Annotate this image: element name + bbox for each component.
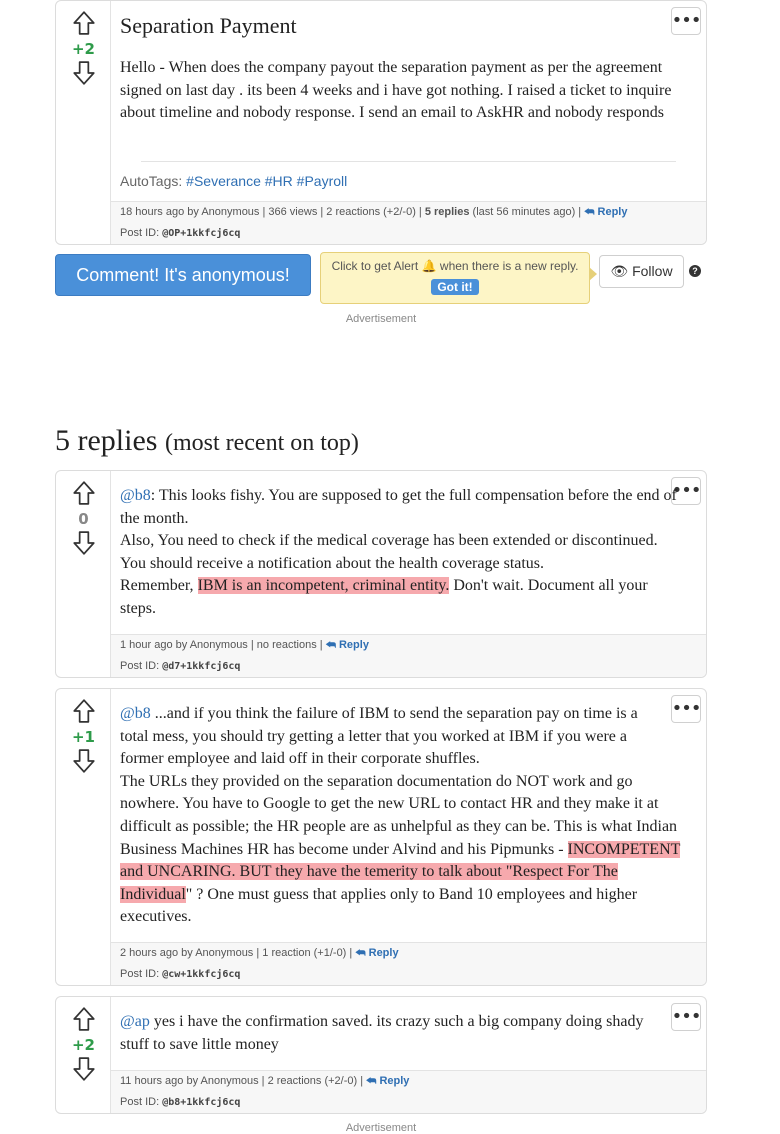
reply-meta (111, 1070, 706, 1113)
vote-column (56, 689, 111, 985)
reply-button[interactable]: ⮪ Reply (355, 947, 399, 959)
replies-heading (55, 424, 359, 458)
ellipsis-icon: ••• (671, 10, 701, 31)
reply-meta-info: 2 hours ago by Anonymous | 1 reaction (+1/-0) | (120, 947, 353, 959)
mention-link[interactable]: @ap (120, 1013, 150, 1030)
vote-column (56, 1, 111, 244)
help-icon[interactable]: ? (689, 265, 701, 277)
post-id-label: Post ID: (120, 968, 160, 980)
thumbs-up-icon[interactable] (71, 698, 97, 724)
reply-button[interactable]: ⮪ Reply (366, 1075, 410, 1087)
replies-count: 5 replies (424, 206, 470, 218)
reply-icon: ⮪ (355, 947, 366, 959)
tag-hr[interactable]: #HR (264, 173, 293, 189)
highlighted-text: IBM is an incompetent, criminal entity. (197, 577, 450, 595)
autotags-label: AutoTags: (120, 173, 183, 189)
thumbs-down-icon[interactable] (71, 530, 97, 556)
post-meta-info: 18 hours ago by Anonymous | 366 views | 2 reactions (+2/-0) | (120, 206, 422, 218)
eye-icon: 👁 (610, 263, 629, 279)
post-id: @cw+1kkfcj6cq (162, 969, 241, 980)
comment-button[interactable]: Comment! It's anonymous! (55, 254, 311, 296)
reply-meta-info: 1 hour ago by Anonymous | no reactions | (120, 639, 323, 651)
ellipsis-icon: ••• (671, 480, 701, 501)
post-id: @d7+1kkfcj6cq (162, 661, 241, 672)
highlighted-text: INCOMPETENT and UNCARING. BUT they have the temerity to talk about "Respect For The Individual (120, 840, 681, 903)
more-options-button[interactable] (671, 1003, 701, 1031)
reply-button[interactable]: ⮪ Reply (584, 206, 628, 218)
ellipsis-icon: ••• (671, 1006, 701, 1027)
reply-content (111, 471, 706, 677)
last-reply-time: (last 56 minutes ago) | (472, 206, 582, 218)
reply-meta (111, 942, 706, 985)
ellipsis-icon: ••• (671, 698, 701, 719)
post-title: Separation Payment (120, 13, 297, 38)
post-id: @OP+1kkfcj6cq (162, 228, 241, 239)
follow-button[interactable] (599, 255, 684, 288)
post-id: @b8+1kkfcj6cq (162, 1097, 241, 1108)
thumbs-down-icon[interactable] (71, 1056, 97, 1082)
thumbs-up-icon[interactable] (71, 1006, 97, 1032)
reply-icon: ⮪ (325, 639, 336, 651)
alert-tooltip (320, 252, 590, 304)
post-content (111, 1, 706, 244)
alert-text-before: Click to get Alert (331, 259, 419, 273)
reply-body: @b8 ...and if you think the failure of IBM to send the separation pay on time is a total mess, you should try getting a letter that you worked at IBM if you were a former employee and laid off in their corporate shuffles. The URLs they provided on the separation documentation do NOT work and go nowhere. You have to Google to get the new URL to contact HR and they make it at difficult as possible; the HR people are as unhelpful as they can be. This is what Indian Business Machines HR has become under Alvind and his Pipmunks - INCOMPETENT and UNCARING. BUT they have the temerity to talk about "Respect For The Individual" ? One must guess that applies only to Band 10 employees and higher executives. (120, 705, 681, 926)
reply-card (55, 470, 707, 678)
got-it-button[interactable]: Got it! (431, 279, 478, 295)
thumbs-up-icon[interactable] (71, 480, 97, 506)
vote-score: +2 (71, 40, 95, 58)
vote-score: +2 (71, 1036, 95, 1054)
mention-link[interactable]: @b8 (120, 487, 151, 504)
alert-text-after: when there is a new reply. (439, 259, 579, 273)
vote-score: 0 (78, 510, 89, 528)
post-id-label: Post ID: (120, 227, 160, 239)
autotags (120, 173, 347, 189)
reply-icon: ⮪ (584, 206, 595, 218)
reply-icon: ⮪ (366, 1075, 377, 1087)
replies-heading-count: 5 replies (55, 424, 158, 457)
post-body: Hello - When does the company payout the separation payment as per the agreement signed on last day . its been 4 weeks and i have got nothing. I raised a ticket to inquire about timeline and nobody response. I send an email to AskHR and nobody responds (120, 59, 672, 122)
vote-column (56, 997, 111, 1113)
post-id-label: Post ID: (120, 660, 160, 672)
divider (141, 161, 676, 162)
vote-score: +1 (71, 728, 95, 746)
reply-content (111, 689, 706, 985)
reply-meta-info: 11 hours ago by Anonymous | 2 reactions (+2/-0) | (120, 1075, 364, 1087)
reply-card (55, 996, 707, 1114)
reply-body: @ap yes i have the confirmation saved. its crazy such a big company doing shady stuff to save little money (120, 1013, 644, 1053)
bell-icon: 🔔 (421, 259, 437, 273)
post-id-label: Post ID: (120, 1096, 160, 1108)
reply-meta (111, 634, 706, 677)
advertisement-label: Advertisement (345, 1122, 417, 1134)
vote-column (56, 471, 111, 677)
reply-content (111, 997, 706, 1113)
thumbs-up-icon[interactable] (71, 10, 97, 36)
reply-button[interactable]: ⮪ Reply (325, 639, 369, 651)
more-options-button[interactable] (671, 7, 701, 35)
tag-payroll[interactable]: #Payroll (296, 173, 348, 189)
advertisement-label: Advertisement (345, 313, 417, 325)
follow-label: Follow (632, 263, 673, 279)
post-meta (111, 201, 706, 244)
tag-severance[interactable]: #Severance (186, 173, 261, 189)
reply-body: @b8: This looks fishy. You are supposed to get the full compensation before the end of the month. Also, You need to check if the medical coverage has been extended or discontinued. You should receive a notification about the health coverage status. Remember, IBM is an incompetent, criminal entity. Don't wait. Document all your steps. (120, 487, 677, 617)
mention-link[interactable]: @b8 (120, 705, 151, 722)
reply-card (55, 688, 707, 986)
main-post (55, 0, 707, 245)
thumbs-down-icon[interactable] (71, 60, 97, 86)
thumbs-down-icon[interactable] (71, 748, 97, 774)
replies-heading-order: (most recent on top) (164, 430, 359, 456)
